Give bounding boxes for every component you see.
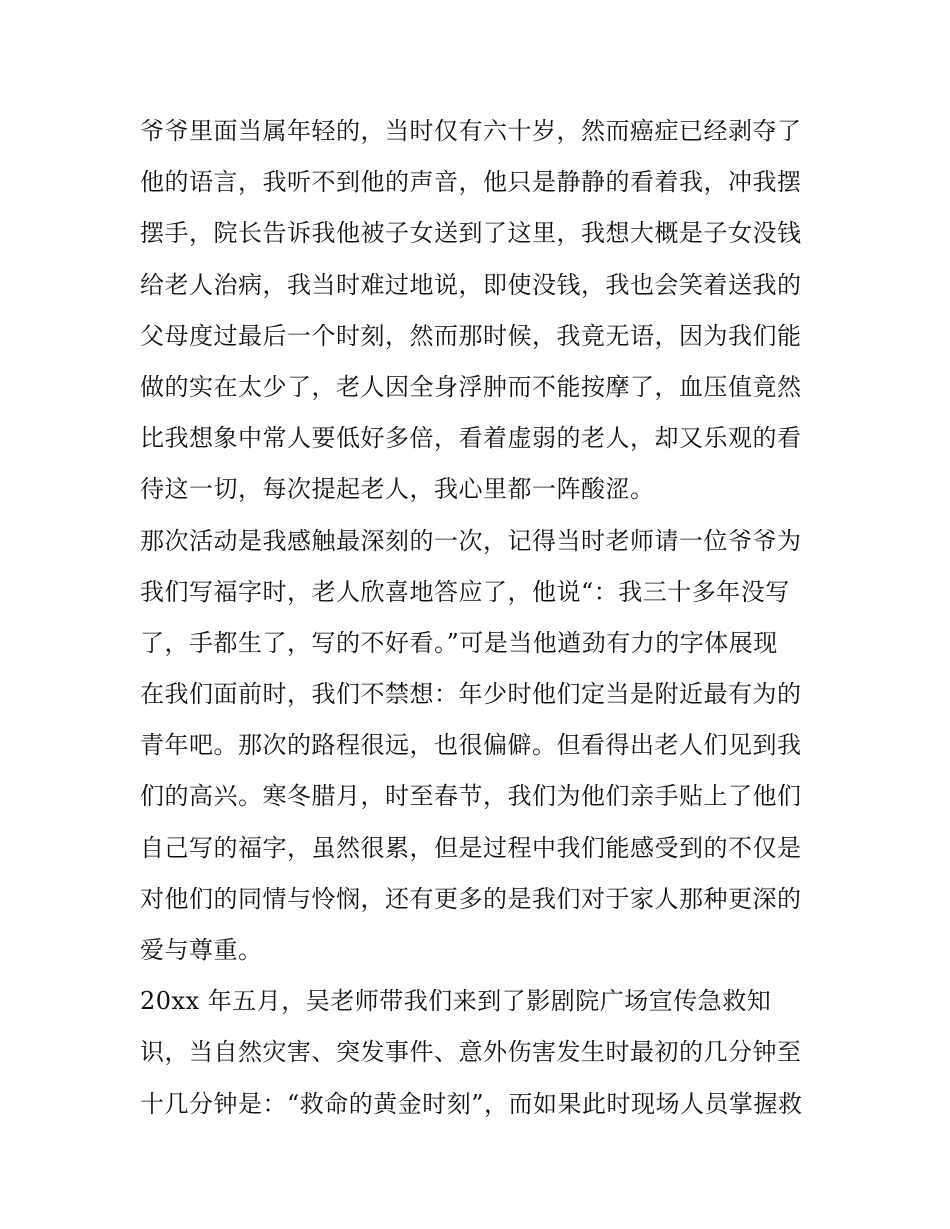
text-line: 青年吧。那次的路程很远，也很偏僻。但看得出老人们见到我 (140, 731, 802, 760)
text-line: 比我想象中常人要低好多倍，看着虚弱的老人，却又乐观的看 (140, 424, 802, 453)
text-line: 20xx 年五月，吴老师带我们来到了影剧院广场宣传急救知 (140, 987, 772, 1016)
text-line: 自己写的福字，虽然很累，但是过程中我们能感受到的不仅是 (140, 833, 802, 862)
text-line: 做的实在太少了，老人因全身浮肿而不能按摩了，血压值竟然 (140, 372, 802, 401)
text-line: 摆手，院长告诉我他被子女送到了这里，我想大概是子女没钱 (140, 219, 802, 248)
text-line: 那次活动是我感触最深刻的一次，记得当时老师请一位爷爷为 (140, 526, 802, 555)
text-line: 们的高兴。寒冬腊月，时至春节，我们为他们亲手贴上了他们 (140, 782, 802, 811)
text-line: 爱与尊重。 (140, 936, 263, 964)
document-body (140, 106, 820, 1130)
text-line: 在我们面前时，我们不禁想：年少时他们定当是附近最有为的 (140, 680, 802, 709)
text-line: 爷爷里面当属年轻的，当时仅有六十岁，然而癌症已经剥夺了 (140, 117, 802, 145)
text-line: 识，当自然灾害、突发事件、意外伤害发生时最初的几分钟至 (140, 1038, 802, 1067)
text-line: 待这一切，每次提起老人，我心里都一阵酸涩。 (140, 475, 655, 504)
text-line: 父母度过最后一个时刻，然而那时候，我竟无语，因为我们能 (140, 321, 802, 350)
text-line: 了，手都生了，写的不好看。”可是当他遒劲有力的字体展现 (140, 628, 778, 657)
text-line: 我们写福字时，老人欣喜地答应了，他说“：我三十多年没写 (140, 577, 790, 606)
text-line: 他的语言，我听不到他的声音，他只是静静的看着我，冲我摆 (140, 168, 802, 197)
text-line: 十几分钟是：“救命的黄金时刻”，而如果此时现场人员掌握救 (140, 1089, 803, 1118)
text-line: 给老人治病，我当时难过地说，即使没钱，我也会笑着送我的 (140, 270, 802, 299)
text-line: 对他们的同情与怜悯，还有更多的是我们对于家人那种更深的 (140, 884, 802, 913)
